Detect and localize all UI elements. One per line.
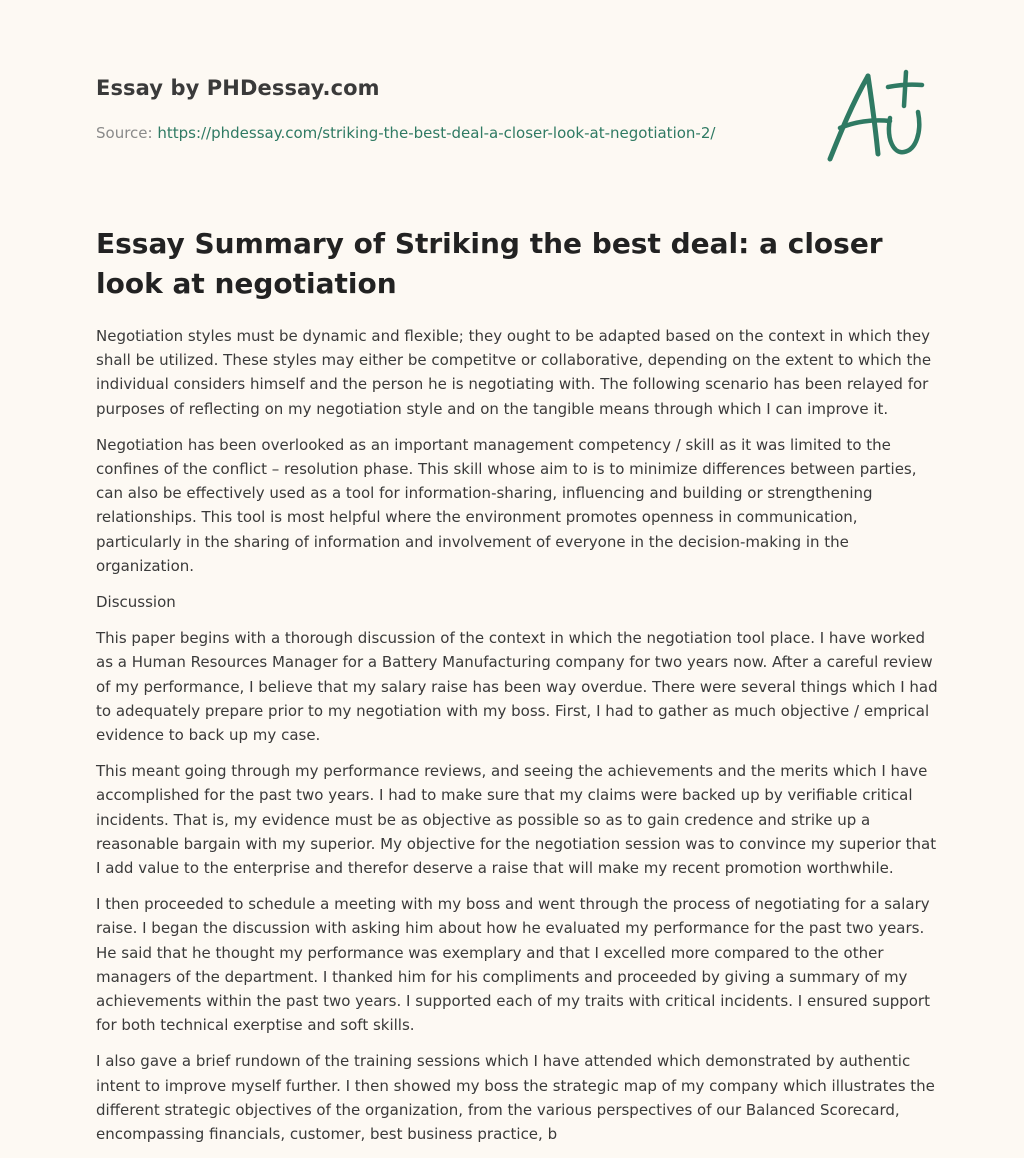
essay-paragraph: I also gave a brief rundown of the training sessions which I have attended which demonstrated by authentic intent to improve myself further. I then showed my boss the strategic map of my company which illustrates the different strategic objectives of the organization, from the various perspectives of our Balanced Scorecard, encompassing financials, customer, best business practice, b xyxy=(96,1052,935,1144)
essay-paragraph: Negotiation styles must be dynamic and flexible; they ought to be adapted based on the context in which they shall be utilized. These styles may either be competitve or collaborative, depending on the extent to which the individual considers himself and the person he is negotiating with. The following scenario has been relayed for purposes of reflecting on my negotiation style and on the tangible means through which I can improve it. xyxy=(96,327,932,418)
section-heading-discussion: Discussion xyxy=(96,593,176,612)
essay-body xyxy=(96,324,938,1158)
a-plus-grade-icon xyxy=(820,66,930,166)
essay-title: Essay Summary of Striking the best deal: a closer look at negotiation xyxy=(96,227,883,300)
essay-paragraph: This meant going through my performance reviews, and seeing the achievements and the merits which I have accomplished for the past two years. I had to make sure that my claims were backed up by verifiable critical incidents. That is, my evidence must be as objective as possible so as to gain credence and strike up a reasonable bargain with my superior. My objective for the negotiation session was to convince my superior that I add value to the enterprise and therefor deserve a raise that will make my recent promotion worthwhile. xyxy=(96,762,937,878)
source-label: Source: xyxy=(96,124,158,142)
site-brand: Essay by PHDessay.com xyxy=(96,76,380,100)
source-line xyxy=(96,124,715,142)
essay-paragraph: Negotiation has been overlooked as an important management competency / skill as it was limited to the confines of the conflict – resolution phase. This skill whose aim to is to minimize differences between parties, can also be effectively used as a tool for information-sharing, influencing and building or strengthening relationships. This tool is most helpful where the environment promotes openness in communication, particularly in the sharing of information and involvement of everyone in the decision-making in the organization. xyxy=(96,435,917,575)
source-link[interactable]: https://phdessay.com/striking-the-best-deal-a-closer-look-at-negotiation-2/ xyxy=(157,124,716,142)
essay-paragraph: This paper begins with a thorough discussion of the context in which the negotiation tool place. I have worked as a Human Resources Manager for a Battery Manufacturing company for two years now. After a careful review of my performance, I believe that my salary raise has been way overdue. There were several things which I had to adequately prepare prior to my negotiation with my boss. First, I had to gather as much objective / emprical evidence to back up my case. xyxy=(96,629,938,745)
essay-paragraph: I then proceeded to schedule a meeting with my boss and went through the process of negotiating for a salary raise. I began the discussion with asking him about how he evaluated my performance for the past two years. He said that he thought my performance was exemplary and that I excelled more compared to the other managers of the department. I thanked him for his compliments and proceeded by giving a summary of my achievements within the past two years. I supported each of my traits with critical incidents. I ensured support for both technical exerptise and soft skills. xyxy=(96,895,930,1035)
